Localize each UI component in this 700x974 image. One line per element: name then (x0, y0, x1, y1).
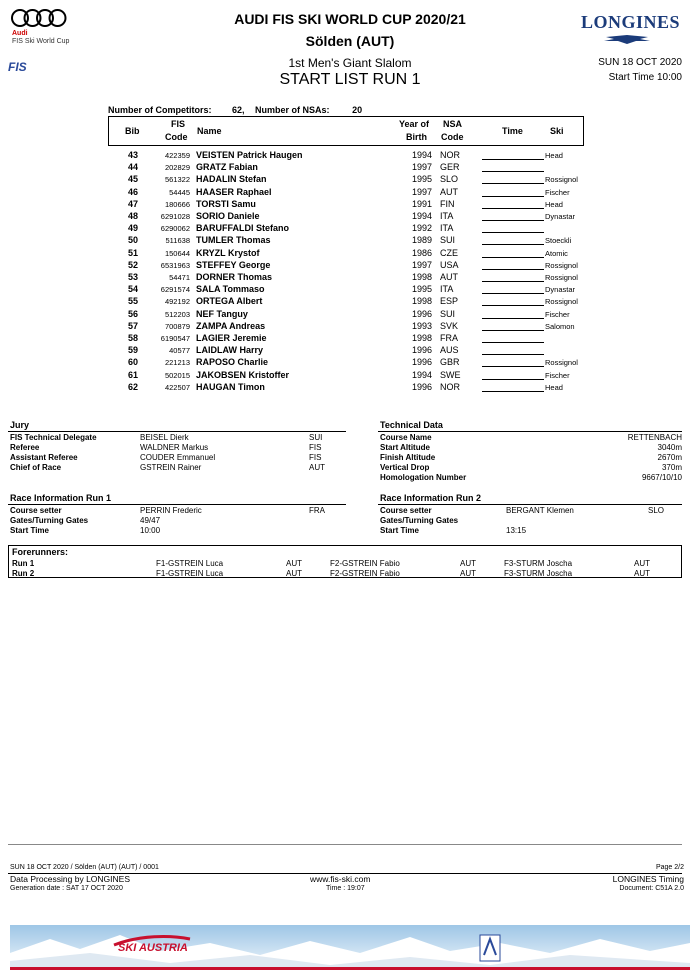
fis-code-cell: 150644 (164, 248, 190, 258)
run1-divider (8, 504, 346, 505)
time-blank-line (482, 244, 544, 245)
fis-code-cell: 180666 (164, 199, 190, 209)
competitors-label: Number of Competitors: (108, 105, 212, 115)
forerunner-1-name: F1-GSTREIN Luca (156, 559, 224, 568)
jury-name: COUDER Emmanuel (140, 453, 216, 462)
bib-cell: 53 (127, 272, 138, 282)
name-cell: VEISTEN Patrick Haugen (196, 150, 303, 160)
birth-year-cell: 1986 (411, 247, 432, 258)
bib-cell: 59 (127, 345, 138, 356)
fis-code-cell: 492192 (164, 297, 190, 307)
name-cell: KRYZL Krystof (196, 247, 260, 258)
jury-divider (8, 431, 346, 432)
fis-code-cell: 40577 (169, 346, 190, 356)
ski-cell: Fischer (545, 309, 570, 319)
fis-code-cell: 6190547 (160, 334, 190, 343)
run1-setter-label: Course setter (10, 506, 62, 515)
footer-processing: Data Processing by LONGINES (10, 874, 130, 884)
name-cell: BARUFFALDI Stefano (196, 223, 289, 234)
bib-cell: 44 (127, 162, 138, 173)
run2-title: Race Information Run 2 (380, 493, 482, 503)
ski-cell: Atomic (545, 248, 568, 258)
fis-code-cell: 202829 (164, 163, 190, 173)
event-title: AUDI FIS SKI WORLD CUP 2020/21 (234, 11, 466, 27)
footer-page: Page 2/2 (655, 864, 684, 871)
time-blank-line (482, 208, 544, 209)
birth-year-cell: 1994 (411, 369, 432, 380)
fis-code-cell: 54445 (169, 187, 190, 197)
fis-code-cell: 221213 (164, 358, 190, 368)
table-row (108, 211, 608, 223)
run1-start-value: 10:00 (140, 526, 161, 535)
run2-start-label: Start Time (380, 526, 419, 535)
ski-cell: Stoeckli (545, 236, 572, 246)
run2-divider (378, 504, 682, 505)
header-time: Time (502, 126, 523, 136)
name-cell: SORIO Daniele (196, 211, 260, 221)
table-row (108, 174, 608, 186)
nsa-cell: SWE (440, 369, 461, 380)
fis-logo: FIS (8, 60, 27, 74)
forerunner-3-name: F3-STURM Joscha (504, 559, 573, 568)
bib-cell: 51 (127, 247, 138, 258)
fis-code-cell: 422507 (164, 382, 190, 392)
nsas-value: 20 (352, 105, 363, 115)
birth-year-cell: 1989 (411, 235, 432, 246)
run2-gates-label: Gates/Turning Gates (380, 516, 459, 525)
time-blank-line (482, 257, 544, 258)
audi-brand-subtitle: FIS Ski World Cup (12, 38, 70, 45)
footer-timing: LONGINES Timing (612, 874, 684, 884)
time-blank-line (482, 305, 544, 306)
nsa-cell: ESP (440, 296, 459, 307)
nsa-cell: AUT (440, 272, 458, 282)
jury-nsa: AUT (309, 463, 325, 472)
jury-label: FIS Technical Delegate (10, 433, 97, 442)
name-cell: TORSTI Samu (196, 198, 256, 209)
birth-year-cell: 1996 (411, 357, 432, 368)
forerunner-3-name: F3-STURM Joscha (504, 569, 573, 578)
time-blank-line (482, 330, 544, 331)
header-ski: Ski (550, 126, 564, 136)
birth-year-cell: 1997 (411, 162, 432, 173)
nsa-cell: NOR (440, 150, 460, 160)
race-name: 1st Men's Giant Slalom (288, 56, 412, 70)
footer-generation: Generation date : SAT 17 OCT 2020 (10, 885, 123, 892)
nsa-cell: ITA (440, 211, 454, 221)
run1-gates-value: 49/47 (140, 516, 161, 525)
ski-cell: Rossignol (545, 358, 578, 368)
name-cell: ZAMPA Andreas (196, 320, 266, 331)
birth-year-cell: 1994 (411, 211, 432, 221)
jury-name: BEISEL Dierk (140, 433, 189, 442)
time-blank-line (482, 293, 544, 294)
table-row (108, 223, 608, 235)
name-cell: TUMLER Thomas (196, 235, 271, 246)
name-cell: RAPOSO Charlie (196, 357, 269, 368)
forerunner-2-name: F2-GSTREIN Fabio (330, 559, 400, 568)
table-row (108, 321, 608, 333)
time-blank-line (482, 171, 544, 172)
bib-cell: 47 (127, 198, 138, 209)
birth-year-cell: 1998 (411, 272, 432, 282)
bib-cell: 45 (127, 174, 138, 185)
header-year-of: Year of (399, 119, 430, 129)
table-row (108, 248, 608, 260)
fis-code-cell: 422359 (164, 151, 190, 160)
name-cell: ORTEGA Albert (196, 296, 263, 307)
technical-value: 370m (661, 463, 682, 472)
fis-code-cell: 6291574 (160, 285, 190, 295)
header-nsa: NSA (443, 119, 463, 129)
time-blank-line (482, 379, 544, 380)
footer-doc-ref: SUN 18 OCT 2020 / Sölden (AUT) (AUT) / 0001 (10, 864, 159, 871)
forerunner-2-nsa: AUT (460, 559, 476, 568)
race-date: SUN 18 OCT 2020 (598, 57, 682, 68)
birth-year-cell: 1995 (411, 174, 432, 185)
name-cell: HAASER Raphael (196, 186, 272, 197)
nsa-cell: SVK (440, 320, 459, 331)
birth-year-cell: 1998 (411, 296, 432, 307)
nsa-cell: ITA (440, 284, 454, 295)
jury-label: Assistant Referee (10, 453, 78, 462)
nsa-cell: SLO (440, 174, 459, 185)
nsa-cell: NOR (440, 381, 460, 392)
jury-name: GSTREIN Rainer (140, 463, 202, 472)
footer-time: Time : 19:07 (326, 885, 365, 892)
ski-cell: Head (545, 199, 563, 209)
table-row (108, 150, 608, 162)
forerunner-2-nsa: AUT (460, 569, 476, 578)
run1-setter-nsa: FRA (309, 506, 325, 515)
name-cell: JAKOBSEN Kristoffer (196, 369, 290, 380)
forerunner-1-nsa: AUT (286, 569, 302, 578)
bib-cell: 60 (127, 357, 138, 368)
table-row (108, 162, 608, 174)
fis-code-cell: 6291028 (160, 212, 190, 221)
technical-label: Vertical Drop (380, 463, 430, 472)
time-blank-line (482, 159, 544, 160)
ski-cell: Rossignol (545, 297, 578, 307)
header-birth: Birth (406, 132, 427, 142)
time-blank-line (482, 366, 544, 367)
forerunner-3-nsa: AUT (634, 569, 650, 578)
run2-setter-nsa: SLO (648, 506, 665, 515)
bib-cell: 46 (127, 186, 138, 197)
table-row (108, 370, 608, 382)
run1-gates-label: Gates/Turning Gates (10, 516, 89, 525)
time-blank-line (482, 220, 544, 221)
birth-year-cell: 1997 (411, 186, 432, 197)
time-blank-line (482, 342, 544, 343)
jury-name: WALDNER Markus (140, 443, 209, 452)
nsa-cell: GER (440, 162, 460, 173)
technical-value: 9667/10/10 (641, 473, 682, 482)
run1-setter-name: PERRIN Frederic (140, 506, 202, 515)
event-location: Sölden (AUT) (305, 33, 395, 49)
competitors-summary (108, 105, 362, 115)
nsa-cell: SUI (440, 235, 456, 246)
name-cell: LAGIER Jeremie (196, 333, 267, 343)
table-row (108, 199, 608, 211)
time-blank-line (482, 196, 544, 197)
run2-start-value: 13:15 (506, 526, 527, 535)
run2-setter-name: BERGANT Klemen (506, 506, 574, 515)
nsa-cell: USA (440, 259, 459, 270)
time-blank-line (482, 183, 544, 184)
forerunner-1-nsa: AUT (286, 559, 302, 568)
nsa-cell: ITA (440, 223, 454, 234)
header-name: Name (197, 126, 222, 136)
fis-code-cell: 700879 (164, 321, 190, 331)
nsa-cell: AUT (440, 186, 458, 197)
table-row (108, 345, 608, 357)
footer-document: Document: C51A 2.0 (619, 885, 684, 892)
name-cell: SALA Tommaso (196, 284, 265, 295)
ski-cell: Head (545, 151, 563, 160)
forerunners-title: Forerunners: (12, 547, 69, 557)
jury-nsa: FIS (309, 453, 322, 462)
fis-code-cell: 511638 (165, 236, 190, 246)
run2-setter-label: Course setter (380, 506, 432, 515)
header-nsa-code: Code (441, 132, 464, 142)
forerunner-run-label: Run 1 (12, 559, 35, 568)
birth-year-cell: 1996 (411, 345, 432, 356)
birth-year-cell: 1995 (411, 284, 432, 295)
forerunner-run-label: Run 2 (12, 569, 35, 578)
ski-austria-logo: SKI AUSTRIA (118, 942, 188, 954)
audi-brand-text: Audi (12, 30, 28, 37)
table-row (108, 357, 608, 369)
technical-value: 3040m (657, 443, 682, 452)
ski-cell: Fischer (545, 187, 570, 197)
bib-cell: 57 (127, 320, 138, 331)
header-fis-code: Code (165, 132, 188, 142)
footer-top-rule (8, 844, 682, 845)
birth-year-cell: 1991 (411, 198, 432, 209)
bib-cell: 58 (127, 333, 138, 343)
table-row (108, 235, 608, 247)
ski-cell: Dynastar (545, 212, 576, 221)
ski-cell: Fischer (545, 370, 570, 380)
technical-divider (378, 431, 682, 432)
birth-year-cell: 1994 (411, 150, 432, 160)
run1-start-label: Start Time (10, 526, 49, 535)
technical-label: Start Altitude (380, 443, 430, 452)
header-fis: FIS (171, 119, 186, 129)
birth-year-cell: 1992 (411, 223, 432, 234)
jury-title: Jury (10, 420, 30, 430)
nsa-cell: SUI (440, 308, 456, 319)
table-row (108, 187, 608, 199)
start-time: Start Time 10:00 (608, 72, 682, 83)
name-cell: HADALIN Stefan (196, 174, 267, 185)
time-blank-line (482, 318, 544, 319)
bib-cell: 52 (127, 259, 138, 270)
jury-nsa: FIS (309, 443, 322, 452)
nsa-cell: GBR (440, 357, 460, 368)
name-cell: DORNER Thomas (196, 272, 273, 282)
table-row (108, 260, 608, 272)
bib-cell: 50 (127, 235, 138, 246)
birth-year-cell: 1996 (411, 308, 432, 319)
footer-website: www.fis-ski.com (310, 874, 371, 884)
table-header (108, 116, 584, 146)
name-cell: NEF Tanguy (196, 308, 248, 319)
time-blank-line (482, 281, 544, 282)
table-row (108, 333, 608, 345)
name-cell: STEFFEY George (196, 259, 271, 270)
name-cell: LAIDLAW Harry (196, 345, 264, 356)
table-row (108, 309, 608, 321)
jury-nsa: SUI (309, 433, 323, 442)
header-bib: Bib (125, 126, 140, 136)
time-blank-line (482, 269, 544, 270)
bib-cell: 56 (127, 308, 138, 319)
sponsor-banner (10, 925, 690, 970)
bib-cell: 61 (127, 369, 138, 380)
bib-cell: 62 (127, 381, 138, 392)
time-blank-line (482, 354, 544, 355)
technical-title: Technical Data (380, 420, 443, 430)
bib-cell: 43 (127, 150, 138, 160)
nsa-cell: AUS (440, 345, 459, 356)
forerunner-1-name: F1-GSTREIN Luca (156, 569, 224, 578)
fis-code-cell: 512203 (164, 309, 190, 319)
run1-title: Race Information Run 1 (10, 493, 112, 503)
time-blank-line (482, 391, 544, 392)
name-cell: GRATZ Fabian (196, 162, 258, 173)
forerunner-3-nsa: AUT (634, 559, 650, 568)
ski-cell: Head (545, 382, 563, 392)
longines-wings-icon (600, 33, 654, 45)
nsas-label: Number of NSAs: (255, 105, 330, 115)
ski-cell: Rossignol (545, 273, 578, 282)
birth-year-cell: 1993 (411, 320, 432, 331)
fis-code-cell: 54471 (169, 273, 190, 282)
fis-code-cell: 6290062 (160, 224, 190, 234)
bib-cell: 48 (127, 211, 138, 221)
bib-cell: 54 (127, 284, 138, 295)
technical-label: Course Name (380, 433, 432, 442)
ski-cell: Rossignol (545, 260, 578, 270)
nsa-cell: FIN (440, 198, 455, 209)
birth-year-cell: 1998 (411, 333, 432, 343)
fis-code-cell: 561322 (164, 175, 190, 185)
table-row (108, 284, 608, 296)
technical-value: RETTENBACH (627, 433, 682, 442)
fis-code-cell: 502015 (164, 370, 190, 380)
table-row (108, 296, 608, 308)
list-title: START LIST RUN 1 (279, 71, 421, 88)
technical-label: Homologation Number (380, 473, 467, 482)
ski-cell: Dynastar (545, 285, 576, 295)
longines-logo: LONGINES (580, 12, 680, 32)
bib-cell: 55 (127, 296, 138, 307)
jury-label: Chief of Race (10, 463, 62, 472)
fis-code-cell: 6531963 (160, 260, 190, 270)
time-blank-line (482, 232, 544, 233)
competitors-value: 62, (232, 105, 245, 115)
ski-cell: Rossignol (545, 175, 578, 185)
birth-year-cell: 1997 (411, 259, 432, 270)
nsa-cell: CZE (440, 247, 458, 258)
birth-year-cell: 1996 (411, 381, 432, 392)
name-cell: HAUGAN Timon (196, 381, 265, 392)
bib-cell: 49 (127, 223, 138, 234)
nsa-cell: FRA (440, 333, 458, 343)
technical-value: 2670m (657, 453, 682, 462)
technical-label: Finish Altitude (380, 453, 436, 462)
forerunner-2-name: F2-GSTREIN Fabio (330, 569, 400, 578)
table-row (108, 382, 608, 394)
ski-cell: Salomon (545, 321, 575, 331)
table-row (108, 272, 608, 284)
jury-label: Referee (10, 443, 40, 452)
